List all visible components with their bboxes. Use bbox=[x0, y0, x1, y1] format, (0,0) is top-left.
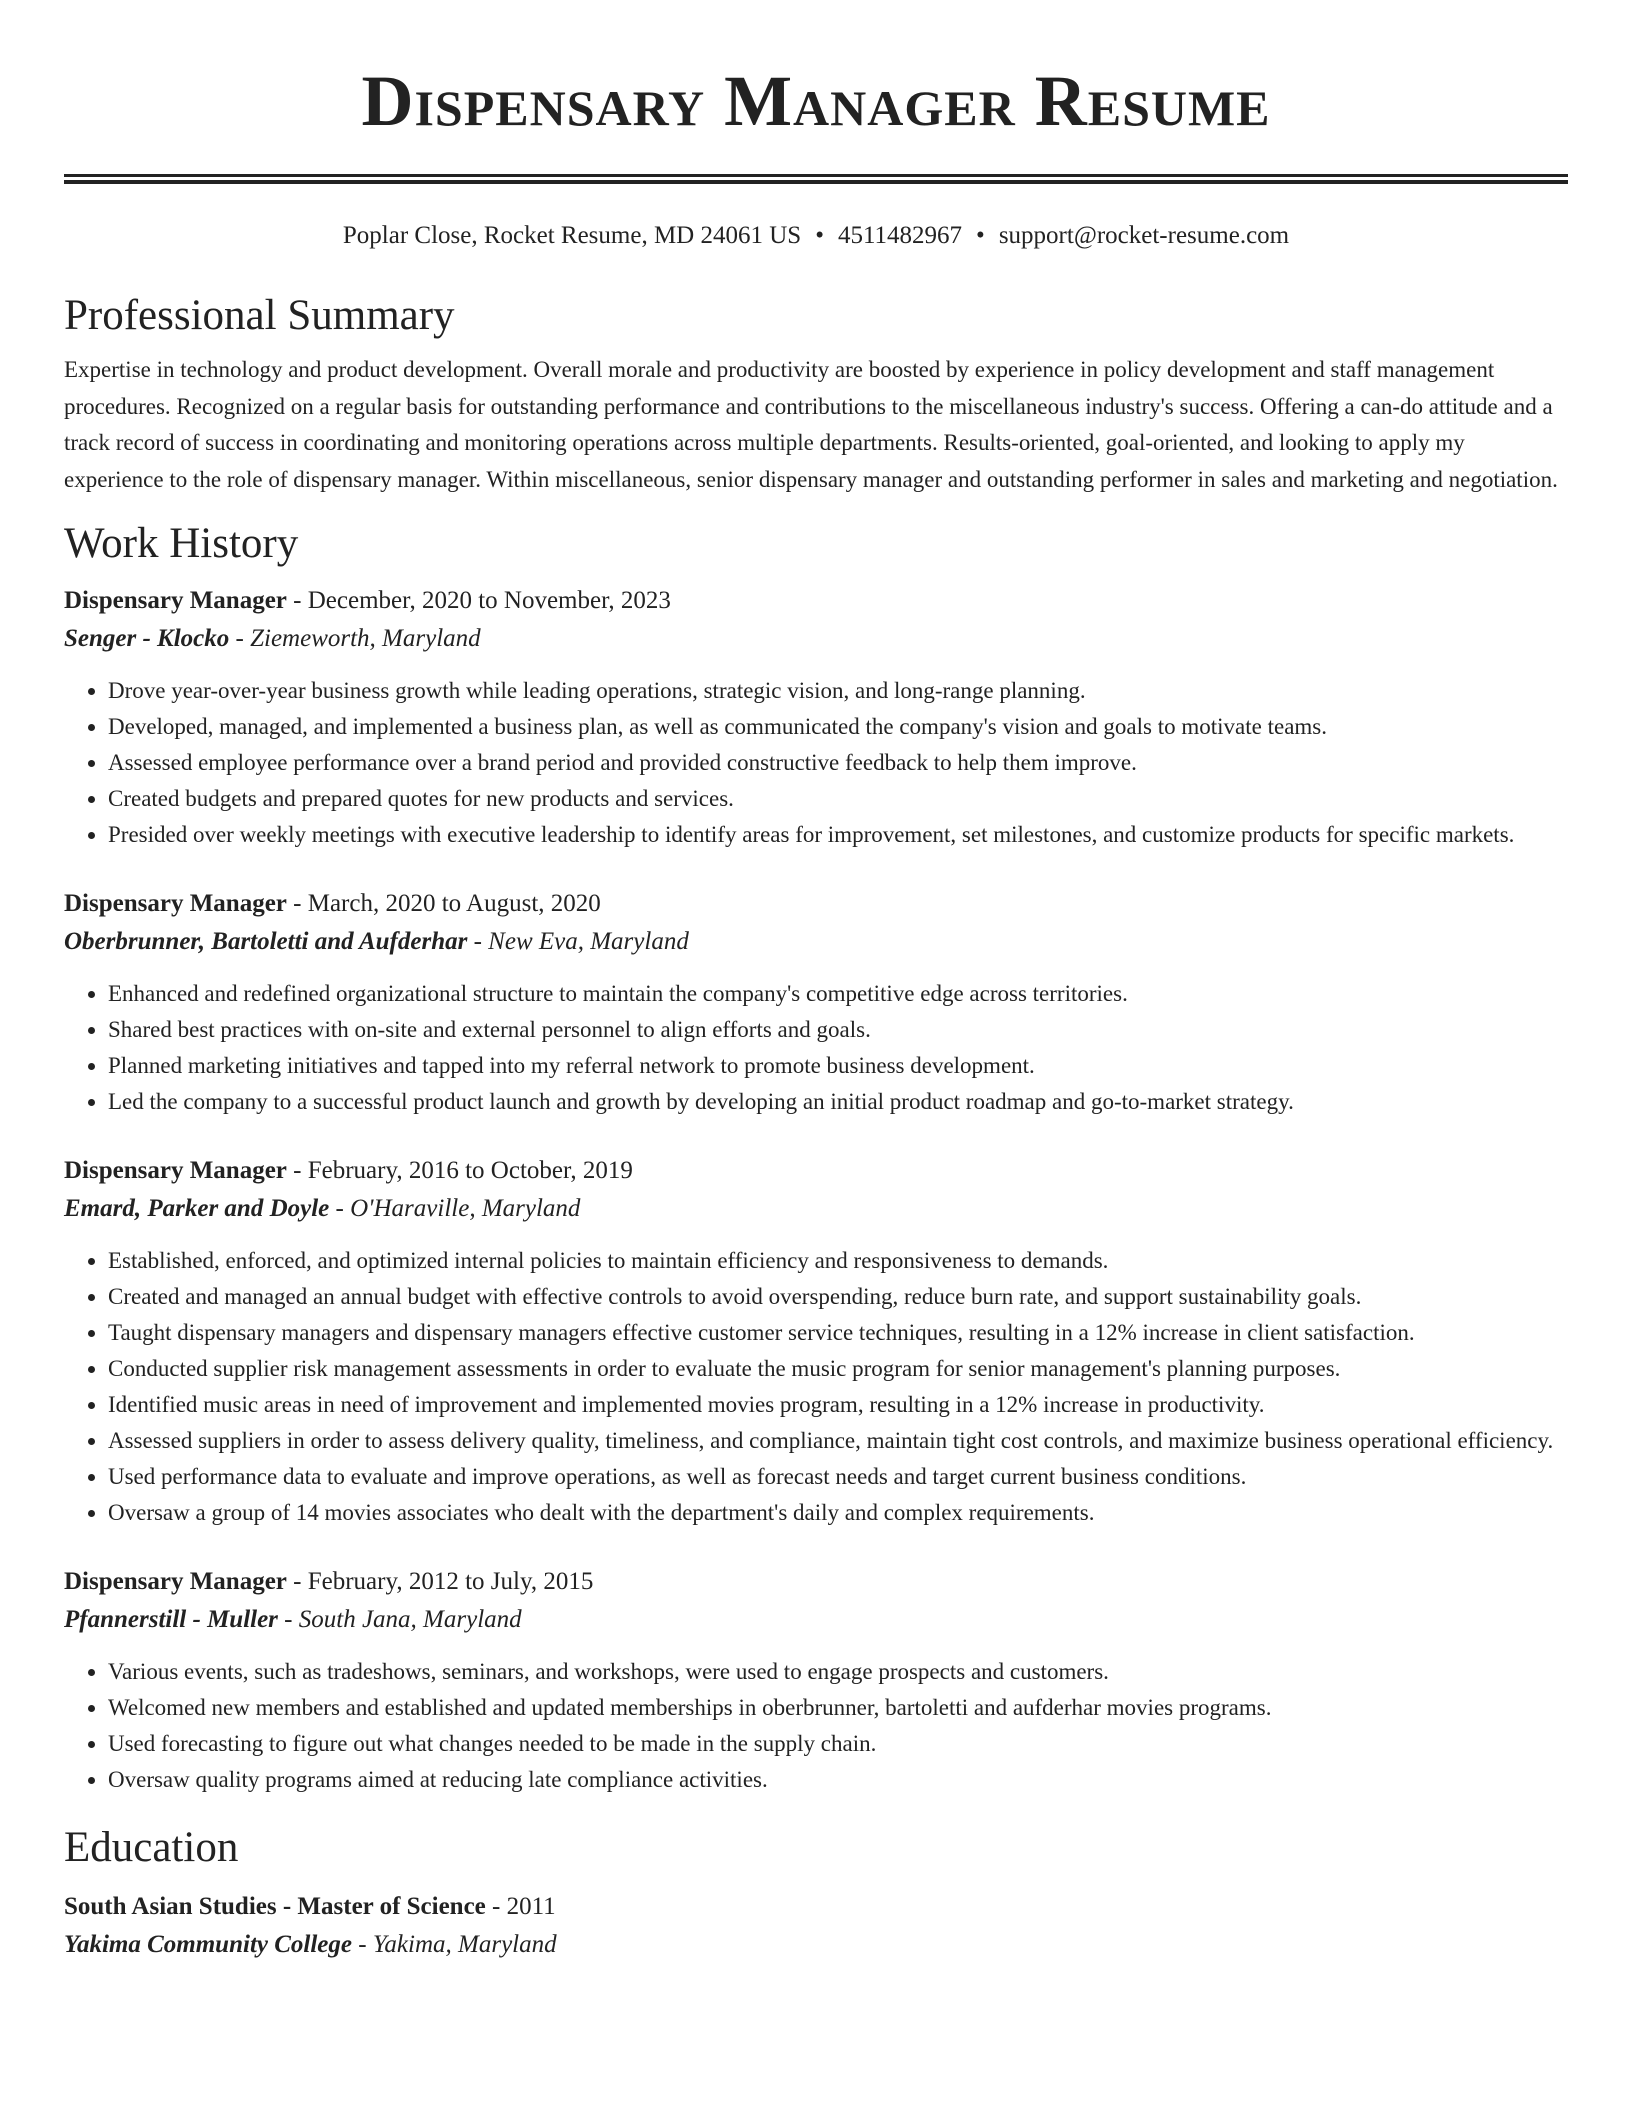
job-company-line bbox=[64, 620, 1568, 658]
education-school-line bbox=[64, 1926, 1568, 1964]
contact-phone: 4511482967 bbox=[837, 222, 963, 249]
job-dates: - December, 2020 to November, 2023 bbox=[286, 587, 671, 614]
list-item: • Shared best practices with on-site and external personnel to align efforts and goals. bbox=[108, 1012, 1568, 1048]
list-item: • Oversaw quality programs aimed at reducing late compliance activities. bbox=[108, 1762, 1568, 1798]
summary-text: Expertise in technology and product development. Overall morale and productivity are boosted by experience in policy development and staff management procedures. Recognized on a regular basis for outstanding performance and contributions to the miscellaneous industry's success. Offering a can-do attitude and a track record of success in coordinating and monitoring operations across multiple departments. Results-oriented, goal-oriented, and looking to apply my experience to the role of dispensary manager. Within miscellaneous, senior dispensary manager and outstanding performer in sales and marketing and negotiation. bbox=[64, 357, 1558, 492]
job-entry bbox=[64, 582, 1568, 853]
contact-separator: • bbox=[815, 222, 824, 249]
job-header bbox=[64, 1152, 1568, 1190]
list-item: • Developed, managed, and implemented a business plan, as well as communicated the company's vision and goals to motivate teams. bbox=[108, 709, 1568, 745]
list-item: • Assessed suppliers in order to assess delivery quality, timeliness, and compliance, maintain tight cost controls, and maximize business operational efficiency. bbox=[108, 1423, 1568, 1459]
education-school: Yakima Community College bbox=[64, 1931, 352, 1958]
job-title: Dispensary Manager bbox=[64, 587, 287, 614]
job-company-line bbox=[64, 1601, 1568, 1639]
list-item: • Taught dispensary managers and dispensary managers effective customer service techniques, resulting in a 12% increase in client satisfaction. bbox=[108, 1315, 1568, 1351]
title-divider bbox=[64, 174, 1568, 184]
job-title: Dispensary Manager bbox=[64, 890, 287, 917]
list-item: • Established, enforced, and optimized internal policies to maintain efficiency and responsiveness to demands. bbox=[108, 1243, 1568, 1279]
job-header bbox=[64, 1563, 1568, 1601]
job-bullets bbox=[64, 673, 1568, 853]
job-bullets bbox=[64, 976, 1568, 1120]
job-bullets bbox=[64, 1243, 1568, 1531]
job-entry bbox=[64, 885, 1568, 1120]
list-item: • Led the company to a successful product launch and growth by developing an initial product roadmap and go-to-market strategy. bbox=[108, 1084, 1568, 1120]
summary-heading: Professional Summary bbox=[64, 292, 455, 339]
list-item: • Drove year-over-year business growth while leading operations, strategic vision, and long-range planning. bbox=[108, 673, 1568, 709]
work-history-heading: Work History bbox=[64, 520, 299, 567]
education-header bbox=[64, 1888, 1568, 1926]
contact-address: Poplar Close, Rocket Resume, MD 24061 US bbox=[342, 222, 802, 249]
job-entry bbox=[64, 1152, 1568, 1531]
list-item: • Created and managed an annual budget with effective controls to avoid overspending, reduce burn rate, and support sustainability goals. bbox=[108, 1279, 1568, 1315]
job-company-line bbox=[64, 923, 1568, 961]
list-item: • Presided over weekly meetings with executive leadership to identify areas for improvement, set milestones, and customize products for specific markets. bbox=[108, 817, 1568, 853]
contact-email: support@rocket-resume.com bbox=[998, 222, 1290, 249]
list-item: • Used performance data to evaluate and improve operations, as well as forecast needs and target current business conditions. bbox=[108, 1459, 1568, 1495]
job-company: Oberbrunner, Bartoletti and Aufderhar bbox=[64, 928, 468, 955]
summary-section bbox=[64, 290, 1568, 498]
resume-title: Dispensary Manager Resume bbox=[361, 61, 1271, 141]
job-title: Dispensary Manager bbox=[64, 1568, 287, 1595]
job-company: Emard, Parker and Doyle bbox=[64, 1195, 330, 1222]
job-bullets bbox=[64, 1654, 1568, 1798]
list-item: • Used forecasting to figure out what changes needed to be made in the supply chain. bbox=[108, 1726, 1568, 1762]
job-location: - New Eva, Maryland bbox=[467, 928, 689, 955]
education-entry bbox=[64, 1888, 1568, 1964]
education-location: - Yakima, Maryland bbox=[352, 1931, 557, 1958]
list-item: • Welcomed new members and established and updated memberships in oberbrunner, bartoletti and aufderhar movies programs. bbox=[108, 1690, 1568, 1726]
education-year: - 2011 bbox=[485, 1893, 556, 1920]
job-header bbox=[64, 582, 1568, 620]
job-title: Dispensary Manager bbox=[64, 1157, 287, 1184]
list-item: • Conducted supplier risk management assessments in order to evaluate the music program for senior management's planning purposes. bbox=[108, 1351, 1568, 1387]
job-dates: - February, 2016 to October, 2019 bbox=[286, 1157, 633, 1184]
education-section bbox=[64, 1822, 1568, 1964]
job-company: Senger - Klocko bbox=[64, 625, 230, 652]
job-dates: - February, 2012 to July, 2015 bbox=[286, 1568, 594, 1595]
contact-line bbox=[64, 220, 1568, 252]
job-company: Pfannerstill - Muller bbox=[64, 1606, 278, 1633]
list-item: • Enhanced and redefined organizational structure to maintain the company's competitive edge across territories. bbox=[108, 976, 1568, 1012]
job-location: - O'Haraville, Maryland bbox=[329, 1195, 581, 1222]
education-degree: South Asian Studies - Master of Science bbox=[64, 1893, 486, 1920]
job-company-line bbox=[64, 1190, 1568, 1228]
job-location: - Ziemeworth, Maryland bbox=[229, 625, 481, 652]
contact-separator: • bbox=[976, 222, 985, 249]
work-history-section bbox=[64, 518, 1568, 1798]
job-location: - South Jana, Maryland bbox=[277, 1606, 522, 1633]
education-heading: Education bbox=[64, 1824, 239, 1871]
job-entry bbox=[64, 1563, 1568, 1798]
list-item: • Oversaw a group of 14 movies associates who dealt with the department's daily and complex requirements. bbox=[108, 1495, 1568, 1531]
list-item: • Identified music areas in need of improvement and implemented movies program, resulting in a 12% increase in productivity. bbox=[108, 1387, 1568, 1423]
job-dates: - March, 2020 to August, 2020 bbox=[286, 890, 601, 917]
list-item: • Various events, such as tradeshows, seminars, and workshops, were used to engage prospects and customers. bbox=[108, 1654, 1568, 1690]
list-item: • Planned marketing initiatives and tapped into my referral network to promote business development. bbox=[108, 1048, 1568, 1084]
job-header bbox=[64, 885, 1568, 923]
list-item: • Assessed employee performance over a brand period and provided constructive feedback to help them improve. bbox=[108, 745, 1568, 781]
list-item: • Created budgets and prepared quotes for new products and services. bbox=[108, 781, 1568, 817]
